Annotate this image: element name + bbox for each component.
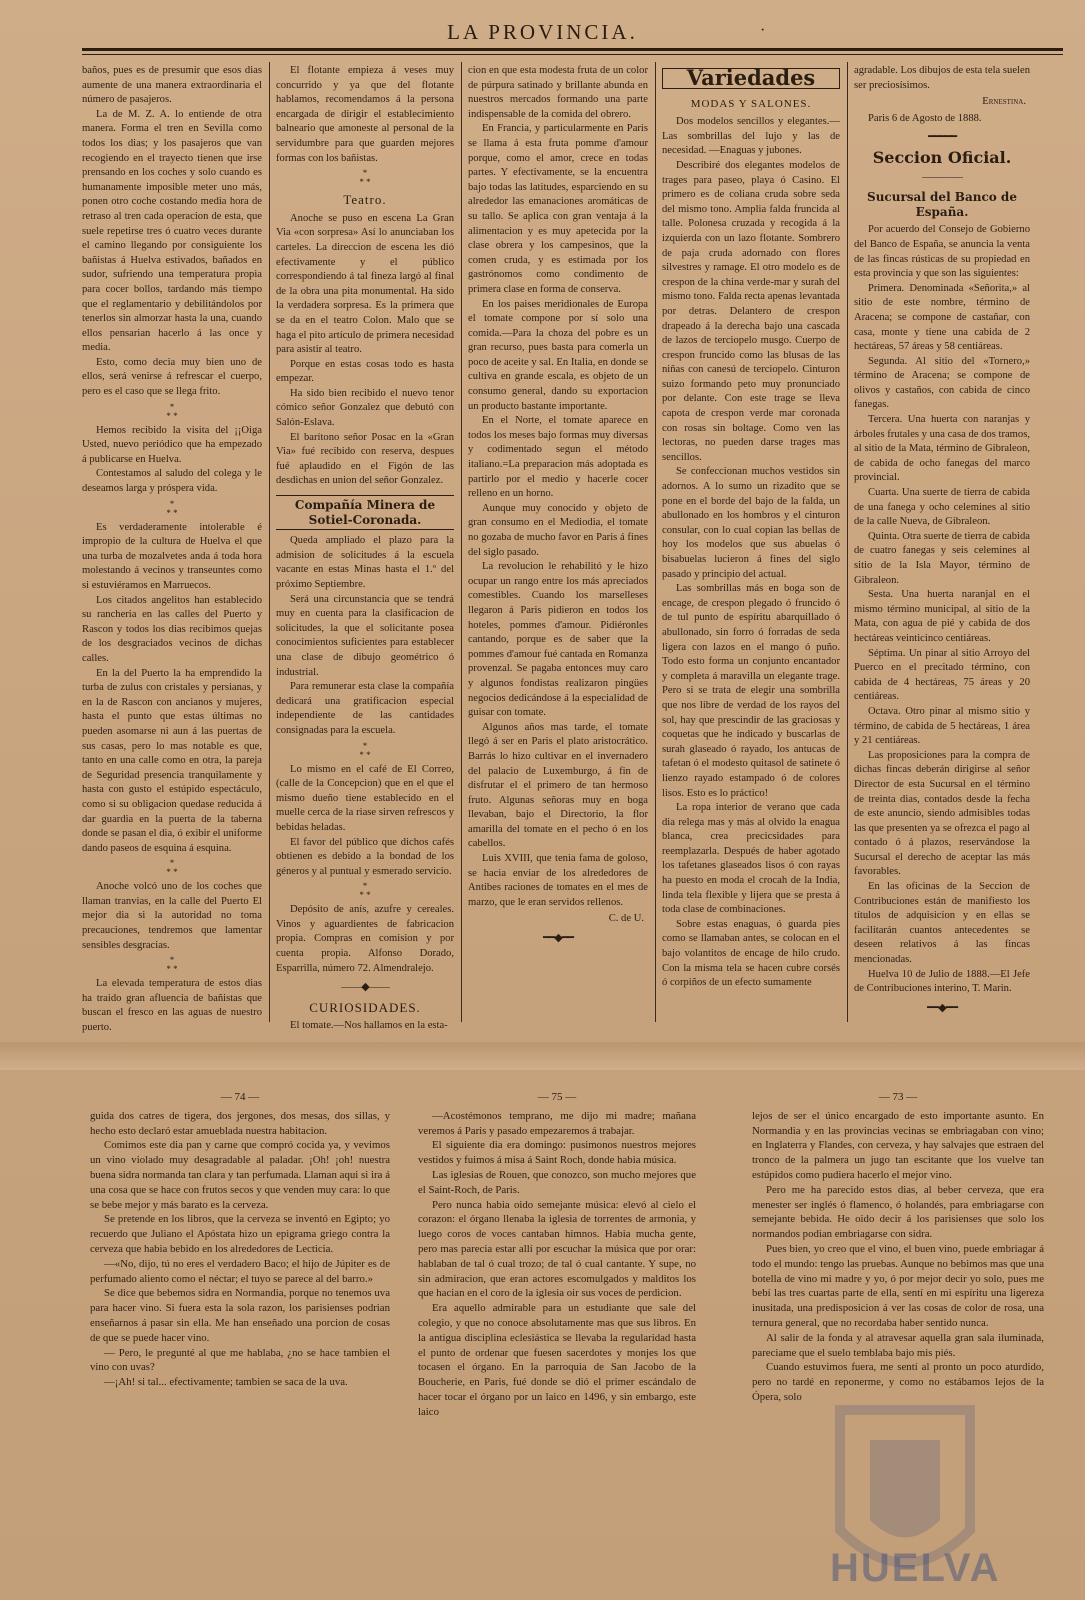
paragraph: lejos de ser el único encargado de esto importante asunto. En Normandia y en las provincias vecinas se embriagaban con vino; en Inglaterra y Flandes, con cerveza, y hay salvajes que estraen del tronco de la palmera un jugo tan escitante que los vuelve tan estúpidos como pudiera hacerlo el mejor vino. [752,1109,1044,1181]
masthead-mark: · [760,22,766,39]
paragraph: Cuando estuvimos fuera, me sentí al pronto un poco aturdido, pero no tardé en reponerme, y como no estábamos lejos de la Ópera, solo [752,1361,1044,1403]
paragraph: —«No, dijo, tú no eres el verdadero Baco; el hijo de Júpiter es de perfumado aliento como el néctar; el tuyo se parece al del barro.» [90,1257,390,1285]
paragraph: Lo mismo en el café de El Correo, (calle de la Concepcion) que en el que el mismo dueño tiene establecido en el muelle cerca de la riase sirven refrescos y bebidas heladas. [276,763,454,833]
masthead-rule [82,48,1063,51]
paragraph: guida dos catres de tigera, dos jergones, dos mesas, dos sillas, y hecho esto declaró estar amueblada nuestra habitacion. [90,1109,390,1137]
asterism: * * * [359,881,371,901]
paragraph: El siguiente dia era domingo: pusimonos nuestros mejores vestidos y fuimos á misa á Saint Roch, donde habia música. [418,1139,696,1167]
paragraph: Al salir de la fonda y al atravesar aquella gran sala iluminada, pareciame que el suelo temblaba bajo mis piés. [752,1331,1044,1359]
asterism: * * * [166,858,178,878]
paragraph: Tercera. Una huerta con naranjas y árboles frutales y una casa de dos tramos, al sitio de la Mata, término de Gibraleon, de cabida de ocho fanegas del marco provincial. [854,414,1030,484]
asterism: * * * [166,955,178,975]
paragraph: Quinta. Otra suerte de tierra de cabida de cuatro fanegas y seis celemines al sitio de la Isla Mayor, término de Gibraleon. [854,530,1030,586]
paragraph: Primera. Denominada «Señorita,» al sitio de este nombre, término de Aracena; se compone de castañar, con casa, monte y tiene una cabida de 2 hectáreas, 57 áreas y 58 centiáreas. [854,282,1030,353]
paragraph: Pero me ha parecido estos dias, al beber cerveza, que era menester ser inglés ó flamenco, ó holandés, para embriagarse con semejante bebida. He oido decir á los parisienses que solo los normandos podian embriagarse con sidra. [752,1183,1044,1241]
paragraph: —Acostémonos temprano, me dijo mi madre; mañana veremos á Paris y pasado empezaremos á trabajar. [418,1109,696,1137]
paragraph: El flotante empieza á veses muy concurrido y ya que del flotante hablamos, recomendamos á la persona encargada de dirigir el establecimiento balneario que amoneste al personal de la servidumbre para que guarden mejores formas con los bañistas. [276,65,454,164]
dateline: Paris 6 de Agosto de 1888. [868,112,982,124]
paragraph: Era aquello admirable para un estudiante que sale del colegio, y que no conoce absolutamente mas que sus libros. En la antigua disciplina eclesiástica se llevaba la regularidad hasta el punto de ordenar que fuesen sacerdotes y monjes los que tocasen el órgano. En la parroquia de San Jacobo de la Boucherie, en Paris, fué donde se dió el primer escándalo de hacer tocar el órgano por un laico en 1496, y sin embargo, este laico [418,1302,696,1418]
column-divider [847,62,848,1022]
paragraph: Depósito de anís, azufre y cereales. Vinos y aguardientes de fabricacion propia. Compras en comision y por cuenta propia. Alfonso Dorado, Esparrilla, número 72. Almendralejo. [276,904,454,974]
paragraph: El tomate.—Nos hallamos en la esta- [290,1020,448,1032]
paragraph: Cuarta. Una suerte de tierra de cabida de una fanega y ocho celemines al sitio de la calle Nueva, de Gibraleon. [854,487,1030,528]
paragraph: Ha sido bien recibido el nuevo tenor cómico señor Gonzalez que debutó con Salón-Eslava. [276,387,454,429]
paragraph: Porque en estas cosas todo es hasta empezar. [276,358,454,385]
paragraph: Anoche volcó uno de los coches que llaman tranvias, en la calle del Puerto El mejor dia si la autoridad no toma precauciones, tendremos que lamentar sensibles desgracias. [82,881,262,951]
column-4 [662,64,840,1036]
paragraph: Algunos años mas tarde, el tomate llegó á ser en Paris el plato aristocrático. Barrás lo hizo cultivar en el invernadero del palacio de Luxemburgo, á fin de disfrutar el el primero de tan hermoso fruto. Algunas señoras muy en boga llevaban, bajo el Directorio, la flor amarilla del tomate en el pecho ó en los cabellos. [468,721,648,850]
paragraph: Es verdaderamente intolerable é impropio de la cultura de Huelva el que una turba de mozalvetes anda á toda hora molestando á vecinos y transeuntes como si estuviéramos en Marruecos. [82,521,262,591]
paragraph: Aunque muy conocido y objeto de gran consumo en el Mediodia, el tomate no gozaba de mucho favor en Paris á fines del siglo pasado. [468,502,648,558]
paragraph: Sesta. Una huerta naranjal en el mismo término municipal, al sitio de la Mata, con agua de pié y cabida de dos hectáreas veinticinco centiáreas. [854,589,1030,644]
paragraph: Dos modelos sencillos y elegantes.—Las sombrillas del lujo y las de necesidad. —Enaguas y jubones. [662,116,840,157]
paragraph: En las oficinas de la Seccion de Contribuciones están de manifiesto los títulos de adquisicion y en ellas se facilitarán cuantos antecedentes se deseen relativos á las fincas mencionadas. [854,881,1030,966]
paragraph: En la del Puerto la ha emprendido la turba de zulus con cristales y persianas, y en la de Rascon con ancianos y mujeres, hasta el punto que estas últimas no pueden asomarse ni aun á las puertas de sus casas, pero lo mas notable es que, tanto en una calle como en otra, la pareja de Seguridad presencia tranquilamente y hasta con gusto el estúpido espectáculo, como si su obligacion quedase reducida á dar guardia en la puerta de la taberna donde se pasan el dia, ó exibir el uniforme dando paseos de esquina á esquina. [82,667,262,854]
paragraph: Octava. Otro pinar al mismo sitio y término, de cabida de 5 hectáreas, 1 área y 21 centiáreas. [854,705,1030,747]
ornament-divider: ━━◆━━ [543,932,573,945]
paragraph: Contestamos al saludo del colega y le deseamos larga y próspera vida. [82,468,262,495]
paragraph: agradable. Los dibujos de esta tela suelen ser preciosísimos. [854,65,1030,91]
paragraph: La elevada temperatura de estos dias ha traido gran afluencia de bañistas que buscan el fresco en las aguas de nuestro puerto. [82,978,262,1034]
serial-column-74 [90,1090,390,1570]
paragraph: Séptima. Un pinar al sitio Arroyo del Puerco en el precitado término, con cabida de 4 hectáreas, 75 áreas y 20 centiáreas. [854,647,1030,703]
paragraph: Huelva 10 de Julio de 1888.—El Jefe de Contribuciones interino, T. Marin. [854,968,1030,995]
column-divider [655,62,656,1022]
asterism: * * * [359,740,371,760]
paragraph: Esto, como decia muy bien uno de ellos, será venirse á refrescar el cuerpo, pero es el caso que se llega frito. [82,356,262,398]
paragraph: El barítono señor Posac en la «Gran Via» fué recibido con reserva, despues fué aplaudido en el Figón de las desdichas en union del señor Gonzalez. [276,431,454,487]
signature: C. de U. [608,913,644,925]
ornament-divider: ━━◆━━ [927,1001,957,1014]
paragraph: En los paises meridionales de Europa el tomate compone por sí solo una comida.—Para la choza del pobre es un gran recurso, pues basta para comerla un poco de aceite y sal. En Italia, en donde se cultiva en grande escala, es objeto de un consumo general, dando su exportacion un producto bastante importante. [468,298,648,412]
paragraph: Describiré dos elegantes modelos de trages para paseo, playa ó Casino. El primero es de coliana cruda sobre seda del mismo tono. Amplia falda fruncida al talle. Polonesa cruzada y recogida á la izquierda con un lazo flotante. Sombrero de paja cruda adornado con flores silvestres y ramage. El otro modelo es de crespon de la china verde-mar y surah del mismo tono. Falda recta apenas levantada por detras. Delantero de crespon drapeado á la derecha bajo una cascada de lazos de terciopelo musgo. Cuerpo de crespon fruncido como las blusas de las niñas con canesú de terciopelo. Cinturon suizo formando peto muy pronunciado por delante. Con este trage se lleva capota de crespon verde mar coronada con rosas sin boltage. Como ven las lectoras, no pueden darse trages mas sencillos. [662,159,840,463]
paragraph: El favor del público que dichos cafés obtienen es debido a la bondad de los géneros y al puntual y esmerado servicio. [276,836,454,877]
ornament-divider: ——◆—— [341,981,389,994]
paragraph: Se confeccionan muchos vestidos sin adornos. A lo sumo un rizadito que se pone en el borde del bajo de la falda, un abullonado en los hombros y el cinturon consular, con lo cual copian las bellas de hoy los modelos que sus abuelas ó bisabuelas lucieron á fines del siglo pasado y principio del actual. [662,466,840,580]
masthead-rule-thin [82,54,1063,55]
paragraph: Se pretende en los libros, que la cerveza se inventó en Egipto; yo recuerdo que Juliano el Apóstata hizo un epigrama griego contra la cerveza que habia bebido en los alrededores de Lecticia. [90,1213,390,1255]
section-subheading: MODAS Y SALONES. [690,97,812,110]
paragraph: Anoche se puso en escena La Gran Via «con sorpresa» Así lo anunciaban los carteles. La direccion de escena les dió efectivamente y el público correspondiendo á tal fineza largó al final de la obra una pita monumental. Ha sido la verdadera sorpresa. Es la primera que se da en el teatro Colon. Malo que se haga el pito artículo de primera necesidad para asistir al teatro. [276,212,454,356]
paragraph: Sobre estas enaguas, ó guarda pies como se llamaban antes, se colocan en el bajo volantitos de encage de hilo crudo. Con la misma tela se hacen cubre corsés ó corpiños de un efecto sumamente [662,918,840,989]
paragraph: Será una circunstancia que se tendrá muy en cuenta para la clasificacion de solicitudes, la que el solicitante posea conocimientos suficientes para establecer una clase de dibujo geométrico ó industrial. [276,593,454,678]
section-heading-curiosidades: CURIOSIDADES. [309,999,421,1015]
paragraph: Pues bien, yo creo que el vino, el buen vino, puede embriagar á todo el mundo: tengo las pruebas. Aunque no bebimos mas que una botella de vino mi madre y yo, ó por mejor decir yo solo, pues me bebí las tres cuartas parte de ella, sentí en mi espíritu una ligereza inusitada, una predisposicion á ver las cosas de color de rosa, una ternura general, que no recordaba haber sentido nunca. [752,1242,1044,1329]
section-heading-sucursal: Sucursal del Banco de España. [867,190,1017,219]
section-heading-teatro: Teatro. [343,192,387,208]
paragraph: La de M. Z. A. lo entiende de otra manera. Forma el tren en Sevilla como todos los dias; y los pasajeros que van recogiendo en el trayecto tienen que irse prensando en los coches y solo cuando es humanamente imposible meter uno más, ponen otro coche costando media hora de retraso al tren cada operacion de esta, que suele repetirse tres ó cuatro veces durante el camino llegando por consiguiente los bañistas á Huelva estivados, bañados en sudor, sufriendo una temperatura propia para cocer bollos, tardando más tiempo que el reglamentario y debilitándolos por tenerlos sin almorzar hasta la una, cuando ellos pensarian hacerlo á las once y media. [82,108,262,354]
paragraph: En Francia, y particularmente en Paris se llama á esta fruta pomme d'amour porque, como el amor, crece en todas partes. Y efectivamente, se la encuentra bajo todas las latitudes, esparciendo en su alrededor las emanaciones aromáticas de su tallo. Se aplica con gran ventaja á la alimentacion y es muy apetecida por la clase obrera y los campesinos, que la comen cruda, y es estimada por los gastrónomos como condimento de primera clase en forma de conserva. [468,123,648,295]
page-number: — 73 — [878,1091,918,1103]
paragraph: La revolucion le rehabilitó y le hizo ocupar un rango entre los más apreciados comestibles. Cuando los marselleses llegaron á Paris pidieron en todos los hoteles, pommes d'amour. Pidiéronles cantando, porque es de saber que la pommes d'amour fué cantada en Romanza provenzal. Se pagaba entonces muy caro y algunos fondistas realizaron pingües negocios dedicándose á la especialidad de guisar con tomate. [468,561,648,719]
page-fold [0,1042,1085,1070]
signature: Ernestina. [982,96,1026,108]
paragraph: En el Norte, el tomate aparece en todos los meses bajo formas muy diversas y codimentado segun el método italiano.=La preparacion más adoptada es partirlo por el medio y hacerle cocer relleno en un horno. [468,415,648,500]
column-5 [854,64,1030,1036]
paragraph: Las sombrillas más en boga son de encage, de crespon plegado ó fruncido ó de tul punto de espíritu abarquillado ó abullonado, sin forro ó forradas de seda ligera con lazos en el mango ó puño. Todo esto forma un conjunto encantador y completa á maravilla un elegante trage. Pero si se trata de elegir una sombrilla que nos libre de verdad de los rayos del sol, hay que prescindir de las graciosas y coquetas que he indicado y buscarlas de surah glaseado ó rayado, los antucas de tafetan ó el modesto quitasol de satinete ó lienzo rayado estampado ó de colores lisos. Esto es lo práctico! [662,583,840,799]
ornament-divider: ━━━━━ [927,131,957,144]
column-divider [269,62,270,1022]
paragraph: Hemos recibido la visita del ¡¡Oiga Usted, nuevo periódico que ha empezado á publicarse en Huelva. [82,424,262,465]
paragraph: La ropa interior de verano que cada dia relega mas y más al olvido la enagua blanca, crea precicsidades para reemplazarla. Después de haber agotado los tafetanes glaseados lisos ó con rayas ha puesto en moda el crocah de la India, linda tela flexible y lijera que se presta á toda clase de combinaciones. [662,802,840,916]
paragraph: baños, pues es de presumir que esos dias aumente de una manera extraordinaria el número de pasajeros. [82,65,262,106]
paragraph: Luis XVIII, que tenia fama de goloso, se hacia enviar de los alrededores de Antibes raciones de tomates en el mes de marzo, que le eran servidos rellenos. [468,853,648,908]
paragraph: Para remunerar esta clase la compañía dedicará una gratificacion especial independiente de las cantidades consignadas para la escuela. [276,681,454,736]
paragraph: Pero nunca habia oido semejante música: elevó al cielo el corazon: el órgano llenaba la iglesia de torrentes de armonia, y luego coros de voces cantaban himnos. Habia mucha gente, pero mas parecia estar allí por escuchar la música que por orar: hablaban de tal ó cual trozo; de tal ó cual cantante. Y supe, no sin admiracion, que eran actores escomulgados y malditos los que hacian en el coro de la iglesia oir sus voces de perdicion. [418,1198,696,1300]
asterism: * * * [166,498,178,518]
paragraph: Por acuerdo del Consejo de Gobierno del Banco de España, se anuncia la venta de las fincas rústicas de su propiedad en esta provincia y que son las siguientes: [854,224,1030,280]
masthead-title: LA PROVINCIA. [447,20,638,44]
paragraph: Los citados angelitos han establecido su rancheria en las calles del Puerto y Rascon y todos los dias recibimos quejas de los desgraciados vecinos de dichas calles. [82,594,262,664]
paragraph: — Pero, le pregunté al que me hablaba, ¿no se hace tambien el vino con uvas? [90,1346,390,1374]
column-2 [276,64,454,1036]
asterism: * * * [359,168,371,188]
column-1 [82,64,262,1036]
paragraph: Las proposiciones para la compra de dichas fincas deberán dirigirse al señor Director de esta Sucursal en el término de treinta dias, contados desde la fecha de este anuncio, siendo admisibles todas las que presenten ya se ofrezca el pago al contado ó á plazos, reservándose la Sucursal el derecho de aceptar las más favorables. [854,749,1030,878]
section-heading-compania: Compañía Minera de Sotiel-Coronada. [276,495,454,530]
paragraph: Comimos este dia pan y carne que compró cocida ya, y vevimos un vino violado muy desagradable al paladar. ¡Oh! ¡oh! nuestra buena sidra normanda tan clara y tan perfumada. Llaman aqui si ira á una cosa que se hace con frutos secos y que venden muy cara: lo que se bebe mejor y más barato es la cerveza. [90,1139,390,1211]
column-3 [468,64,648,1036]
paragraph: Queda ampliado el plazo para la admision de solicitudes á la escuela vacante en estas Minas hasta el 1.º del próximo Septiembre. [276,535,454,590]
asterism: * * * [166,401,178,421]
section-heading-variedades: Variedades [662,68,840,89]
section-heading-seccion-oficial: Seccion Oficial. [872,147,1012,167]
paragraph: cion en que esta modesta fruta de un color de púrpura satinado y brillante abunda en nuestros mercados formando una parte indispensable de la comida del obrero. [468,65,648,120]
paragraph: —¡Ah! si tal... efectivamente; tambien se saca de la uva. [104,1376,348,1389]
ornament-divider: ———— [922,170,962,183]
library-seal-text: HUELVA [830,1546,1001,1590]
page-number: — 74 — [220,1091,260,1103]
paragraph: Las iglesias de Rouen, que conozco, son mucho mejores que el Saint-Roch, de Paris. [418,1168,696,1196]
page-number: — 75 — [537,1091,577,1103]
paragraph: Segunda. Al sitio del «Tornero,» término de Aracena; se compone de olivos y castaños, con cabida de cinco fanegas. [854,355,1030,411]
serial-column-75 [418,1090,696,1570]
column-divider [461,62,462,1022]
paragraph: Se dice que bebemos sidra en Normandia, porque no tenemos uva para hacer vino. Si fuera esta la sola razon, los parisienses podrian enseñarnos á pasar sin ella. Me han enseñado una porcion de cosas de que se puede hacer vino. [90,1287,390,1344]
